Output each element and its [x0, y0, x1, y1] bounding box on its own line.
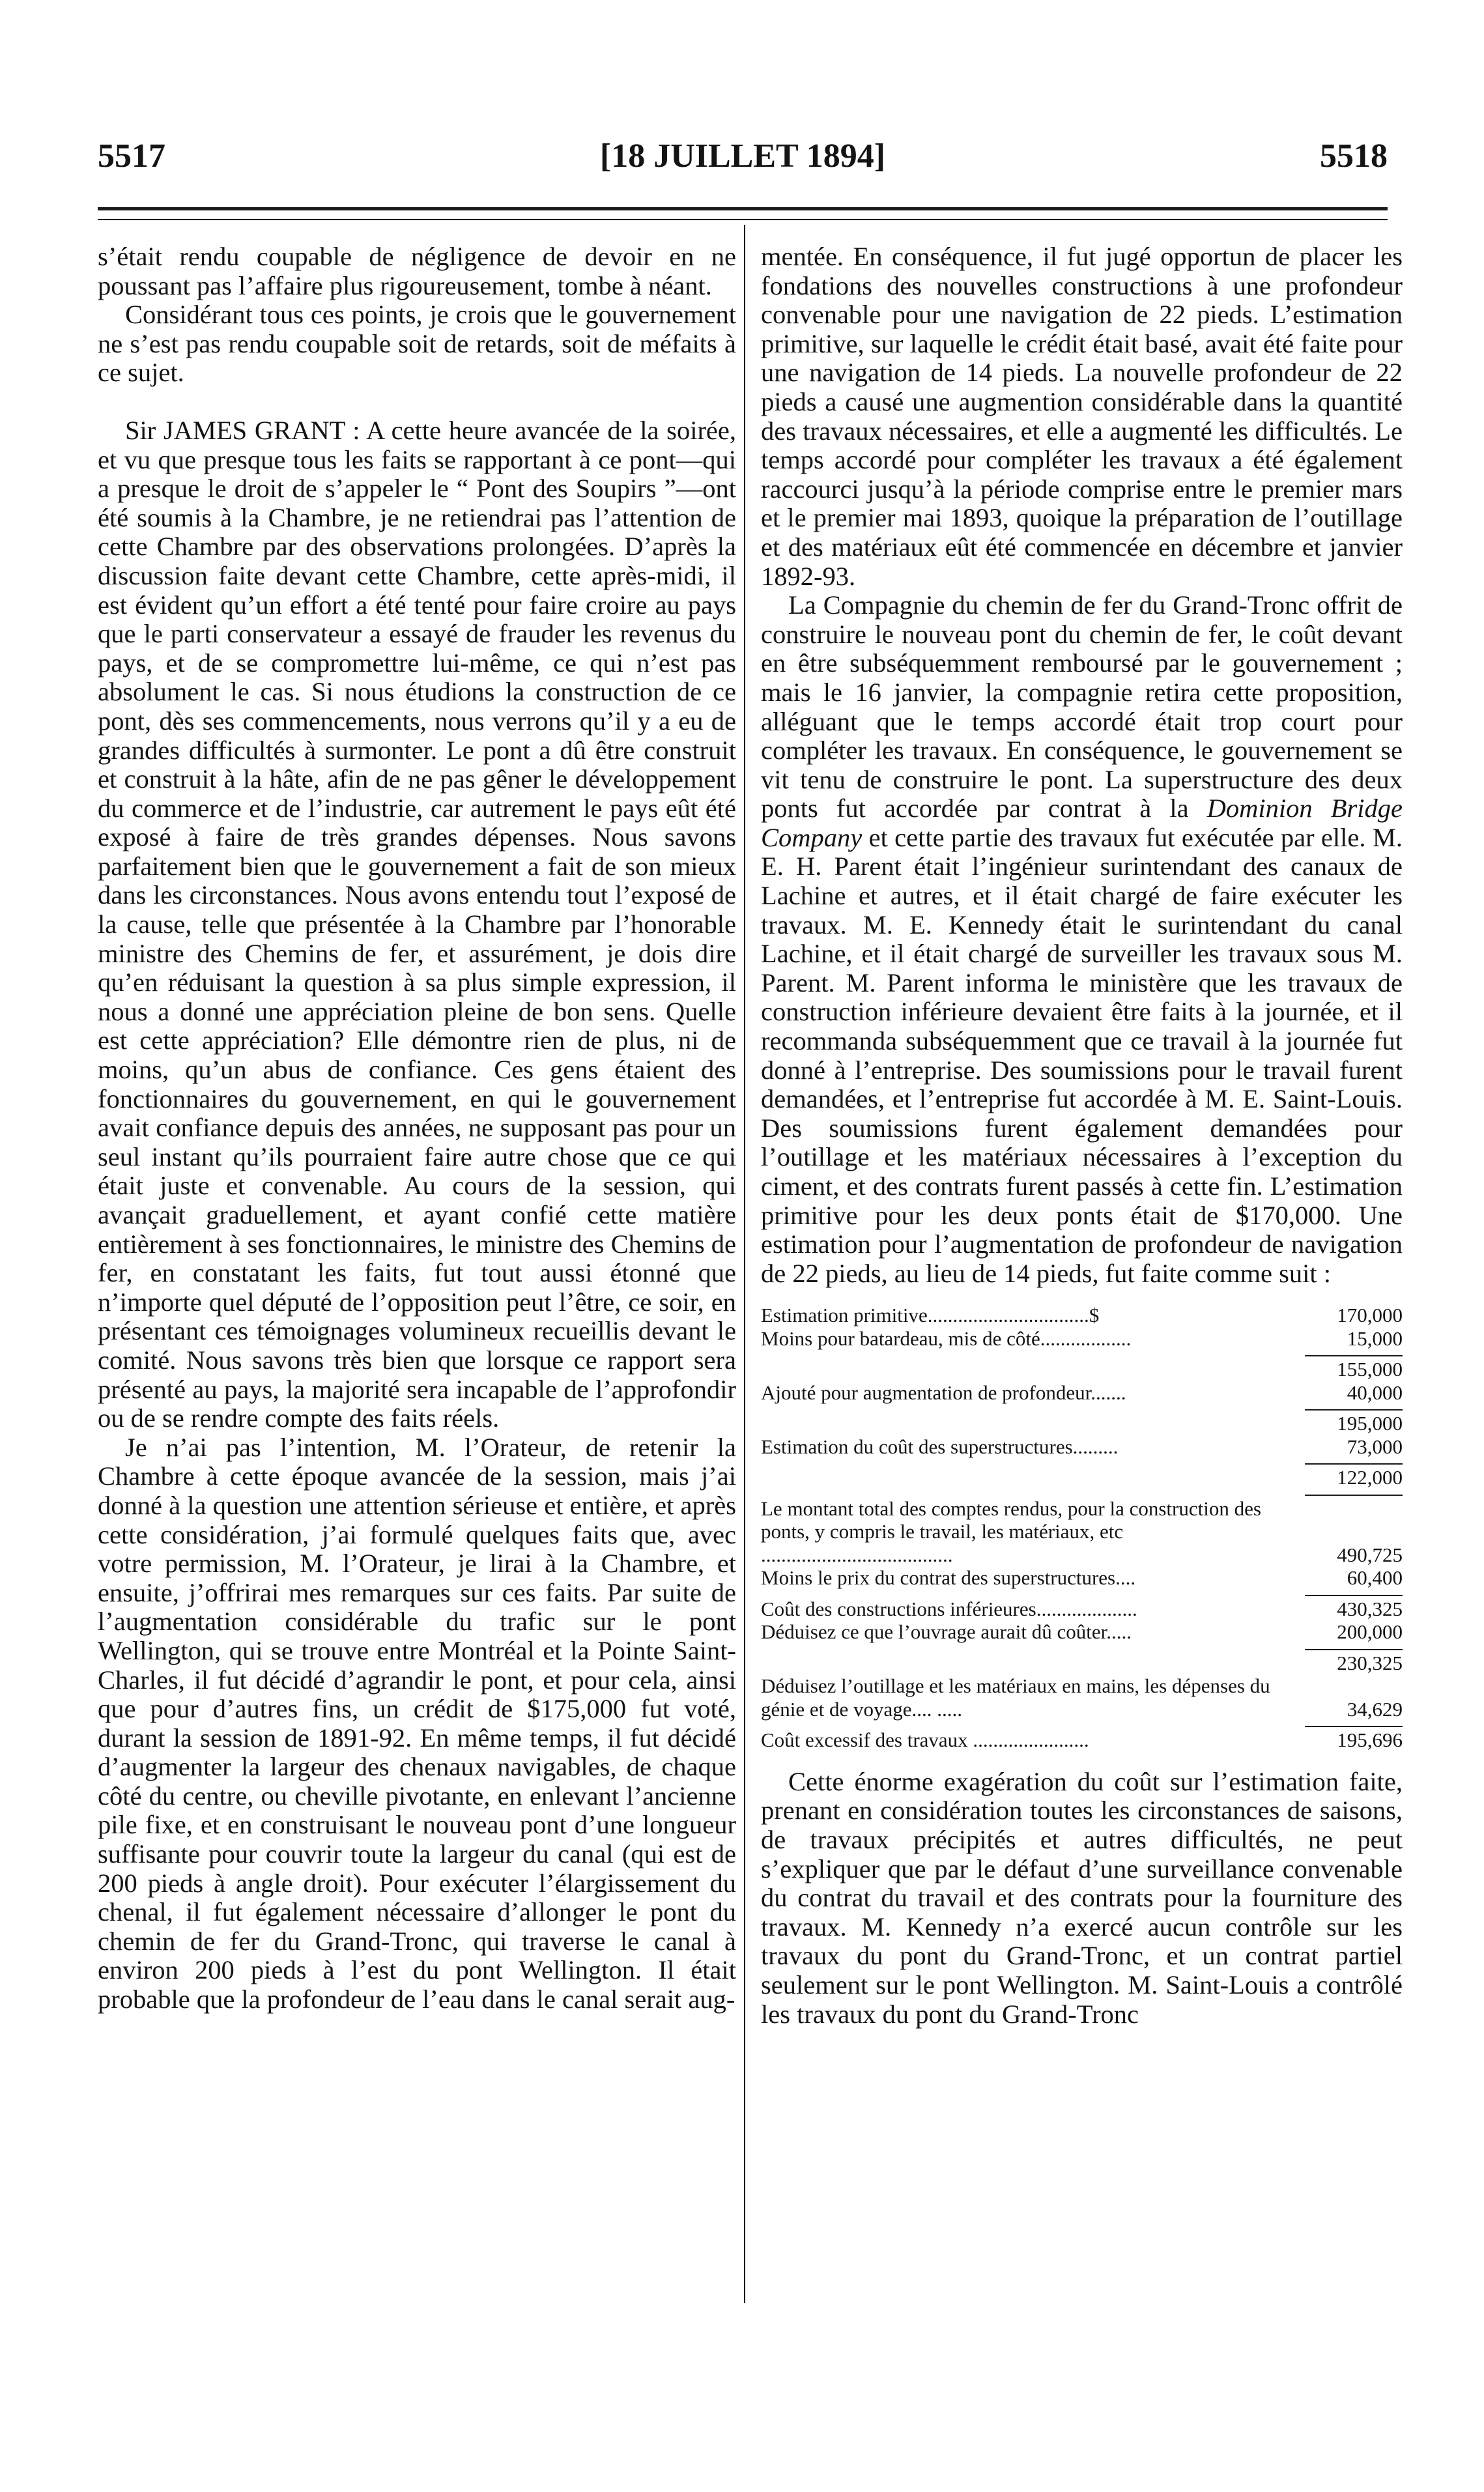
- estimate-row: [761, 1327, 1403, 1351]
- estimate-row: [761, 1497, 1403, 1567]
- estimate-amount: 73,000: [1347, 1435, 1403, 1458]
- sum-rule: [1305, 1726, 1403, 1727]
- paragraph: Je n’ai pas l’intention, M. l’Orateur, de retenir la Chambre à cette époque avancée de la session, mais j’ai donné à la question une attention sérieuse et entière, et après cette considération, j’ai formulé quelques faits que, avec votre permission, M. l’Orateur, je lirai à la Chambre, et ensuite, j’offrirai mes remarques sur ces faits. Par suite de l’augmentation considérable du trafic sur le pont Wellington, qui se trouve entre Montréal et la Pointe Saint-Charles, il fut décidé d’agrandir le pont, et pour cela, ainsi que pour d’autres fins, un crédit de $175,000 fut voté, durant la session de 1891-92. En même temps, il fut décidé d’augmenter la largeur des chenaux navigables, de chaque côté du centre, ou cheville pivotante, en enlevant l’ancienne pile fixe, et en construisant le nouveau pont d’une longueur suffisante pour couvrir toute la largeur du canal (qui est de 200 pieds à angle droit). Pour exécuter l’élargissement du chenal, il fut également nécessaire d’allonger le pont du chemin de fer du Grand-Tronc, qui traverse le canal à environ 200 pieds à l’est du pont Wellington. Il était probable que la profondeur de l’eau dans le canal serait aug-: [98, 1432, 736, 2014]
- estimate-label: Coût des constructions inférieures....................: [761, 1597, 1137, 1620]
- estimate-row: [761, 1381, 1403, 1405]
- sum-rule: [1305, 1409, 1403, 1411]
- cost-estimate-table: [761, 1304, 1403, 1752]
- estimate-subtotal: 230,325: [1337, 1651, 1403, 1674]
- estimate-label: Déduisez l’outillage et les matériaux en mains, les dépenses du génie et de voyage.... .....: [761, 1674, 1270, 1721]
- estimate-subtotal: 195,000: [1337, 1412, 1403, 1435]
- estimate-amount: 15,000: [1347, 1326, 1403, 1350]
- estimate-amount: 60,400: [1347, 1566, 1403, 1590]
- sum-rule: [1305, 1649, 1403, 1650]
- estimate-amount: 195,696: [1337, 1728, 1403, 1752]
- left-column: [98, 242, 736, 2014]
- page-date: [18 JUILLET 1894]: [599, 137, 886, 175]
- speaker-name: Sir JAMES GRANT :: [125, 415, 360, 445]
- estimate-row: [761, 1566, 1403, 1590]
- estimate-subtotal: 155,000: [1337, 1358, 1403, 1381]
- estimate-row: [761, 1597, 1403, 1621]
- paragraph: Considérant tous ces points, je crois que le gouvernement ne s’est pas rendu coupable soit de retards, soit de méfaits à ce sujet.: [98, 300, 736, 388]
- estimate-label: Le montant total des comptes rendus, pour la construction des ponts, y compris le travail, les matériaux, etc ......................................: [761, 1497, 1261, 1566]
- estimate-label: Coût excessif des travaux .......................: [761, 1728, 1089, 1752]
- estimate-row: [761, 1435, 1403, 1459]
- estimate-label: Moins le prix du contrat des superstructures....: [761, 1566, 1136, 1590]
- sum-rule: [1305, 1495, 1403, 1496]
- estimate-row: [761, 1674, 1403, 1721]
- estimate-row: [761, 1620, 1403, 1644]
- estimate-amount: 200,000: [1337, 1620, 1403, 1644]
- sum-rule: [1305, 1463, 1403, 1465]
- estimate-label: Déduisez ce que l’ouvrage aurait dû coûter.....: [761, 1620, 1132, 1644]
- estimate-amount: 430,325: [1337, 1597, 1403, 1620]
- header-rule-thin: [98, 219, 1388, 220]
- estimate-row: [761, 1304, 1403, 1327]
- sum-rule: [1305, 1595, 1403, 1596]
- estimate-label: Estimation primitive................................$: [761, 1304, 1100, 1327]
- estimate-amount: 490,725: [1337, 1543, 1403, 1566]
- speech-text: A cette heure avancée de la soirée, et vu que presque tous les faits se rapportant à ce pont—qui a presque le droit de s’appeler le “ Pont des Soupirs ”—ont été soumis à la Chambre, je ne retiendrai pas l’attention de cette Chambre par des observations prolongées. D’après la discussion faite devant cette Chambre, cette après-midi, il est évident qu’un effort a été tenté pour faire croire au pays que le parti conservateur a essayé de frauder les revenus du pays, et de se compromettre lui-même, ce qui n’est pas absolument le cas. Si nous étudions la construction de ce pont, dès ses commencements, nous verrons qu’il y a eu de grandes difficultés à surmonter. Le pont a dû être construit et construit à la hâte, afin de ne pas gêner le développement du commerce et de l’industrie, car autrement le pays eût été exposé à faire de très grandes dépenses. Nous savons parfaitement bien que le gouvernement a fait de son mieux dans les circonstances. Nous avons entendu tout l’exposé de la cause, telle que présentée à la Chambre par l’honorable ministre des Chemins de fer, et assurément, je dois dire qu’en réduisant la question à sa plus simple expression, il nous a donné une appréciation pleine de bon sens. Quelle est cette appréciation? Elle démontre rien de plus, ni de moins, qu’un abus de confiance. Ces gens étaient des fonctionnaires du gouvernement, en qui le gouvernement avait confiance depuis des années, ne supposant pas pour un seul instant qu’ils pourraient faire autre chose que ce qui était juste et convenable. Au cours de la session, qui avançait graduellement, et ayant confié cette matière entièrement à ses fonctionnaires, le ministre des Chemins de fer, en constatant les faits, fut tout aussi étonné que n’importe quel député de l’opposition peut l’être, ce soir, en présentant ces témoignages volumineux recueillis devant le comité. Nous savons très bien que lorsque ce rapport sera présenté au pays, la majorité sera incapable de l’approfondir ou de se rendre compte des faits réels.: [98, 415, 737, 1433]
- estimate-amount: 40,000: [1347, 1381, 1403, 1404]
- page-header: [98, 137, 1388, 182]
- paragraph-text: La Compagnie du chemin de fer du Grand-Tronc offrit de construire le nouveau pont du chemin de fer, le coût devant en être subséquemment remboursé par le gouvernement ; mais le 16 janvier, la compagnie retira cette proposition, alléguant que le temps accordé était trop court pour compléter les travaux. En conséquence, le gouvernement se vit tenu de construire le pont. La superstructure des deux ponts fut accordée par contrat à la: [761, 590, 1403, 824]
- company-name: Dominion Bridge Company: [761, 794, 1403, 852]
- paragraph: [761, 591, 1403, 1288]
- estimate-label: Estimation du coût des superstructures.........: [761, 1435, 1119, 1458]
- page-number-left: 5517: [98, 137, 165, 175]
- sum-rule: [1305, 1355, 1403, 1356]
- estimate-subtotal: 122,000: [1337, 1466, 1403, 1489]
- estimate-label: Ajouté pour augmentation de profondeur.......: [761, 1381, 1126, 1404]
- column-divider: [744, 225, 745, 2303]
- paragraph: mentée. En conséquence, il fut jugé opportun de placer les fondations des nouvelles constructions à une profondeur convenable pour une navigation de 22 pieds. L’estimation primitive, sur laquelle le crédit était basé, avait été faite pour une navigation de 14 pieds. La nouvelle profondeur de 22 pieds a causé une augmention considérable dans la quantité des travaux nécessaires, et elle a augmenté les difficultés. Le temps accordé pour compléter les travaux a été également raccourci jusqu’à la période comprise entre le premier mars et le premier mai 1893, quoique la préparation de l’outillage et des matériaux eût été commencée en décembre et janvier 1892-93.: [761, 242, 1403, 591]
- paragraph: Cette énorme exagération du coût sur l’estimation faite, prenant en considération toutes les circonstances de saisons, de travaux précipités et autres difficultés, ne peut s’expliquer que par le défaut d’une surveillance convenable du contrat du travail et des contrats pour la fourniture des travaux. M. Kennedy n’a exercé aucun contrôle sur les travaux du pont du Grand-Tronc, et un contrat partiel seulement sur le pont Wellington. M. Saint-Louis a contrôlé les travaux du pont du Grand-Tronc: [761, 1766, 1403, 2029]
- paragraph-text: et cette partie des travaux fut exécutée par elle. M. E. H. Parent était l’ingénieur surintendant des canaux de Lachine et autres, et il était chargé de faire exécuter les travaux. M. E. Kennedy était le surintendant du canal Lachine, et il était chargé de surveiller les travaux sous M. Parent. M. Parent informa le ministère que les travaux de construction inférieure devaient être faits à la journée, et il recommanda subséquemment que ce travail à la journée fut donné à l’entreprise. Des soumissions pour le travail furent demandées, et l’entreprise fut accordée à M. E. Saint-Louis. Des soumissions furent également demandées pour l’outillage et les matériaux nécessaires à l’exception du ciment, et des contrats furent passés à cette fin. L’estimation primitive pour les deux ponts était de $170,000. Une estimation pour l’augmentation de profondeur de navigation de 22 pieds, au lieu de 14 pieds, fut faite comme suit :: [761, 822, 1403, 1288]
- right-column: [761, 242, 1403, 2029]
- paragraph: s’était rendu coupable de négligence de devoir en ne poussant pas l’affaire plus rigoureusement, tombe à néant.: [98, 242, 736, 300]
- estimate-amount: 34,629: [1347, 1697, 1403, 1721]
- estimate-amount: 170,000: [1337, 1304, 1403, 1327]
- page-number-right: 5518: [1320, 137, 1388, 175]
- estimate-row: [761, 1728, 1403, 1752]
- speech-paragraph: [98, 416, 736, 1433]
- estimate-label: Moins pour batardeau, mis de côté..................: [761, 1326, 1132, 1350]
- header-rule-thick: [98, 207, 1388, 210]
